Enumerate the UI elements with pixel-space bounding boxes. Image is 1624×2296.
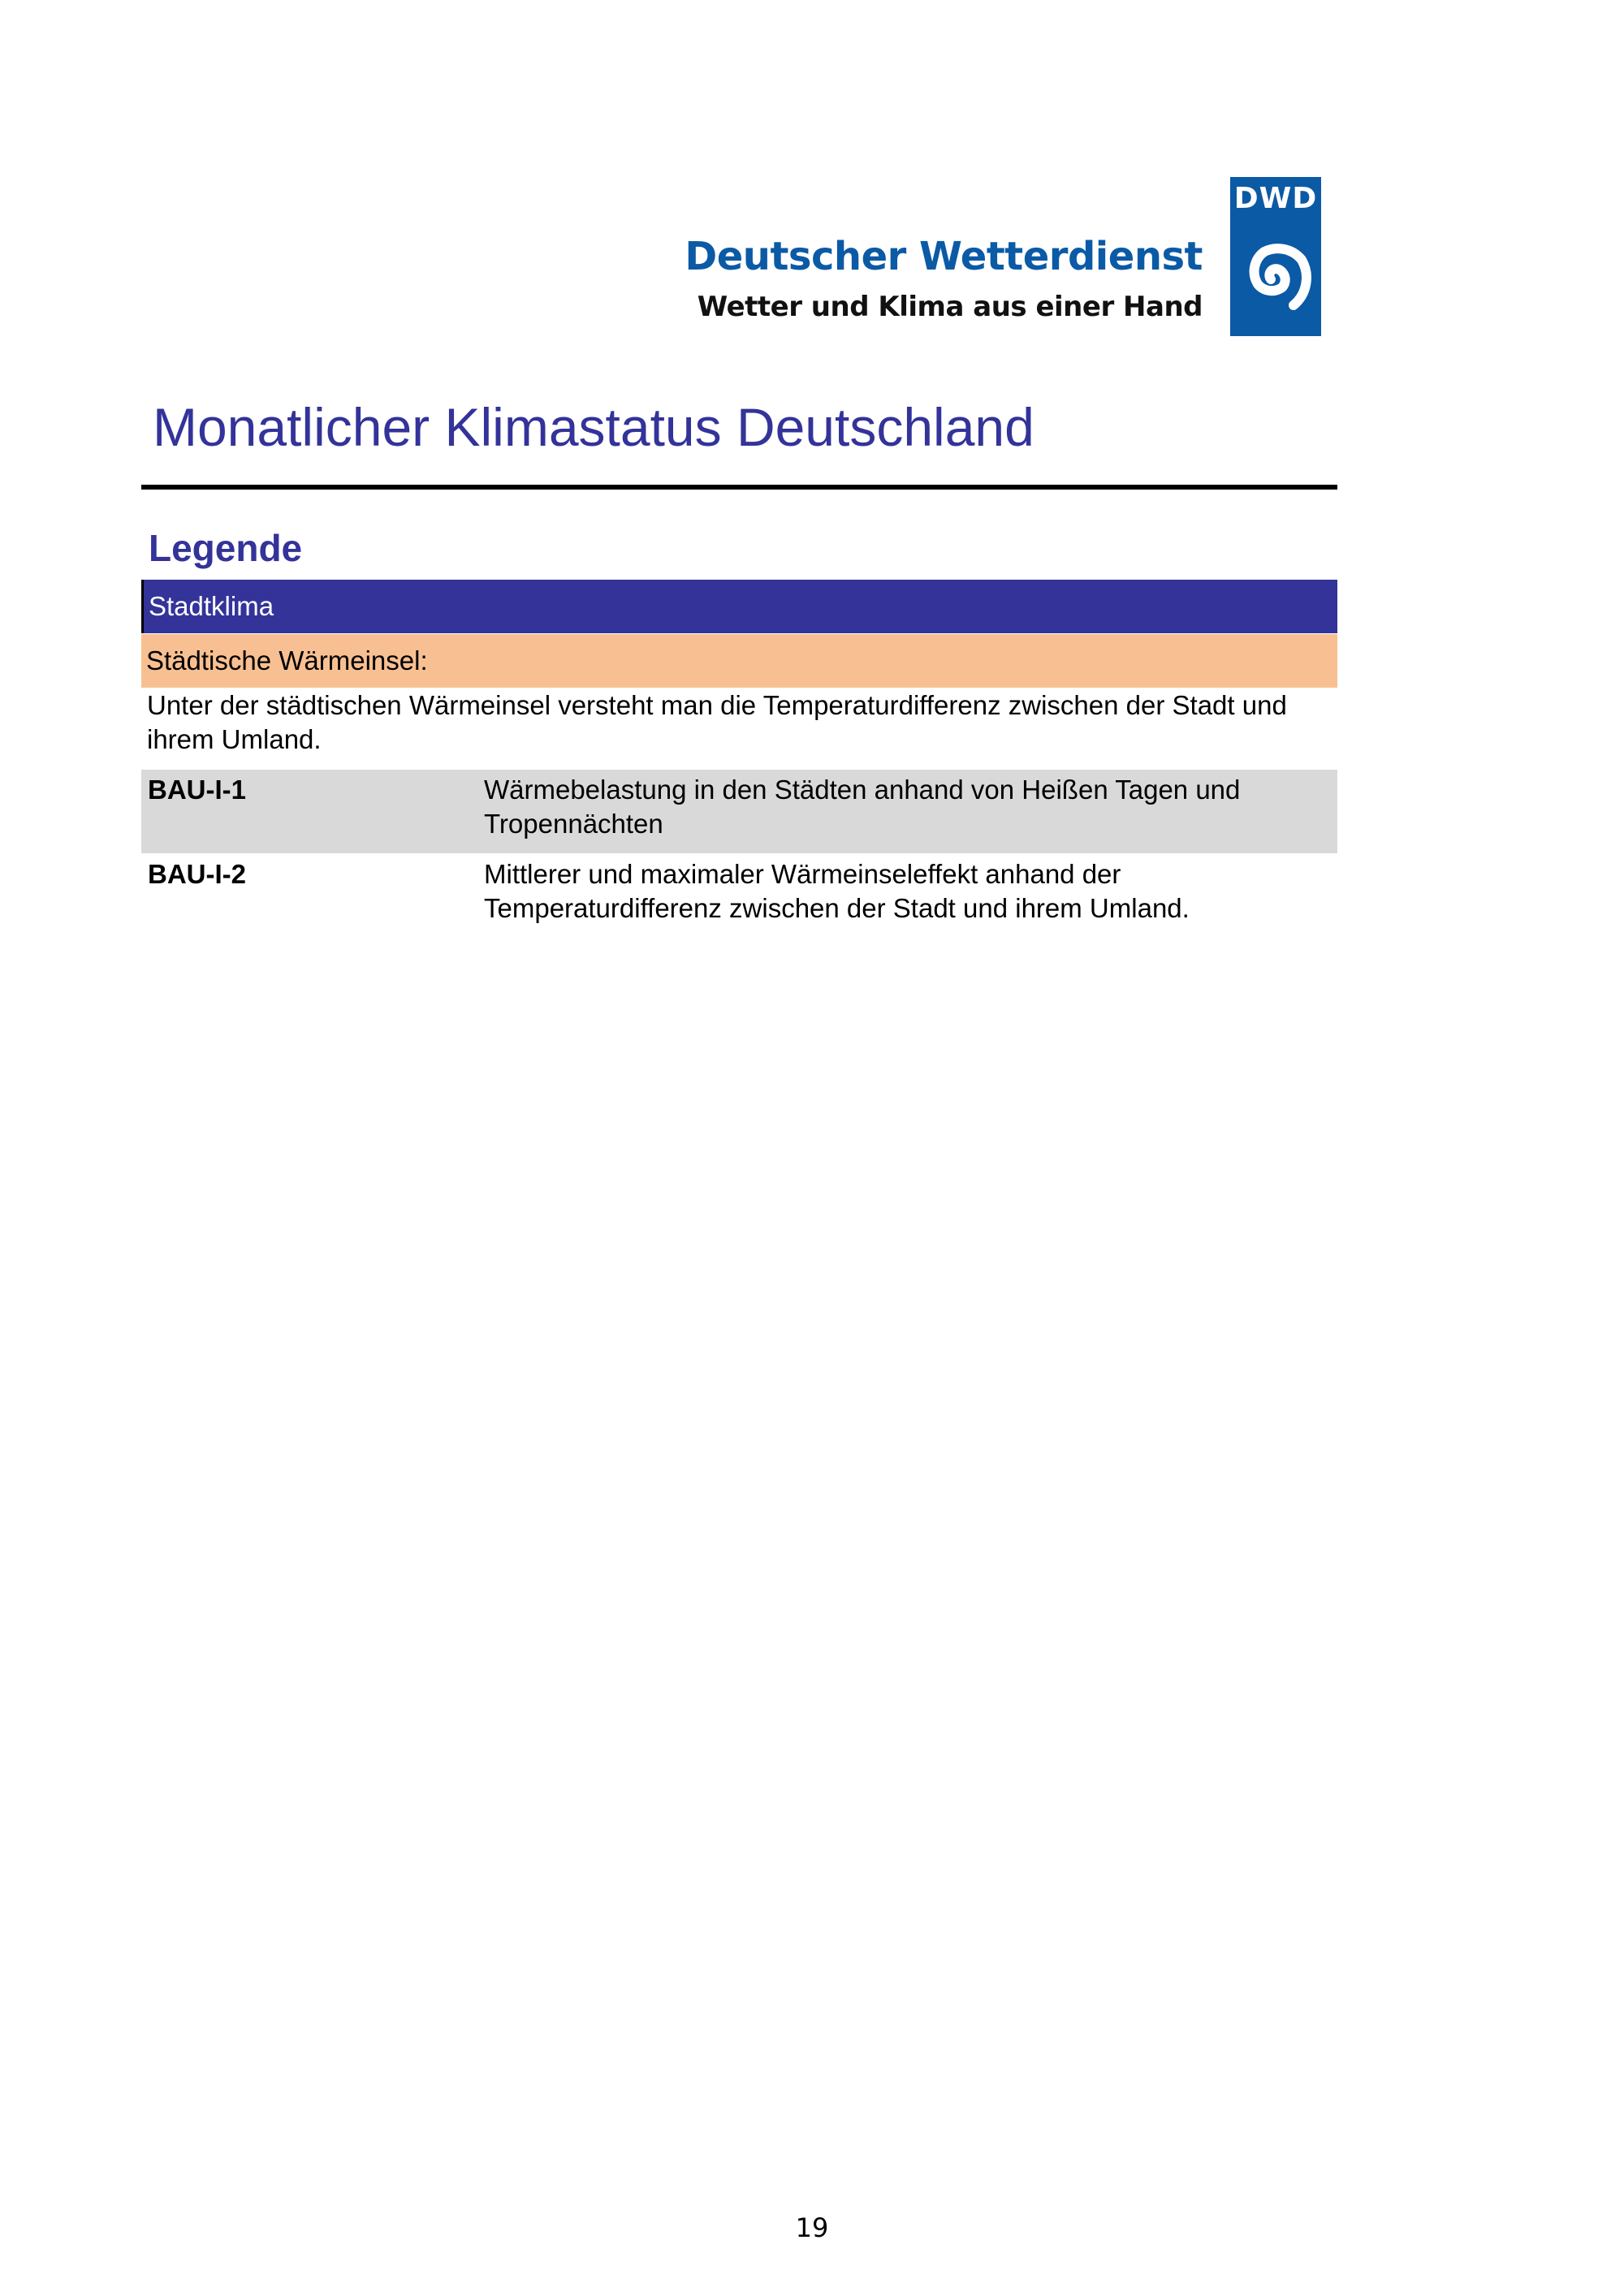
legend-row [141, 770, 1337, 853]
legend-description: Unter der städtischen Wärmeinsel versteht man die Temperaturdifferenz zwischen der Stadt und ihrem Umland. [147, 690, 1287, 754]
logo-mark [1230, 177, 1321, 336]
dwd-logo [685, 177, 1321, 336]
legend-row [141, 854, 1337, 922]
logo-org-name: Deutscher Wetterdienst [685, 234, 1203, 279]
page-number: 19 [795, 2212, 829, 2243]
legend-row-text: Mittlerer und maximaler Wärmeinseleffekt anhand der Temperaturdifferenz zwischen der Stadt und ihrem Umland. [484, 859, 1190, 923]
legend-heading: Legende [149, 527, 303, 569]
legend-row-text: Wärmebelastung in den Städten anhand von Heißen Tagen und Tropennächten [484, 775, 1241, 839]
spiral-icon [1230, 219, 1321, 333]
logo-mark-text: DWD [1233, 182, 1318, 215]
legend-row-code: BAU-I-2 [148, 859, 246, 889]
legend-category-bar: Stadtklima [141, 580, 1337, 633]
logo-slogan: Wetter und Klima aus einer Hand [697, 291, 1203, 323]
legend-subcategory-bar: Städtische Wärmeinsel: [141, 634, 1337, 688]
title-divider [141, 485, 1337, 490]
legend-row-code: BAU-I-1 [148, 775, 246, 805]
document-title: Monatlicher Klimastatus Deutschland [153, 397, 1034, 457]
